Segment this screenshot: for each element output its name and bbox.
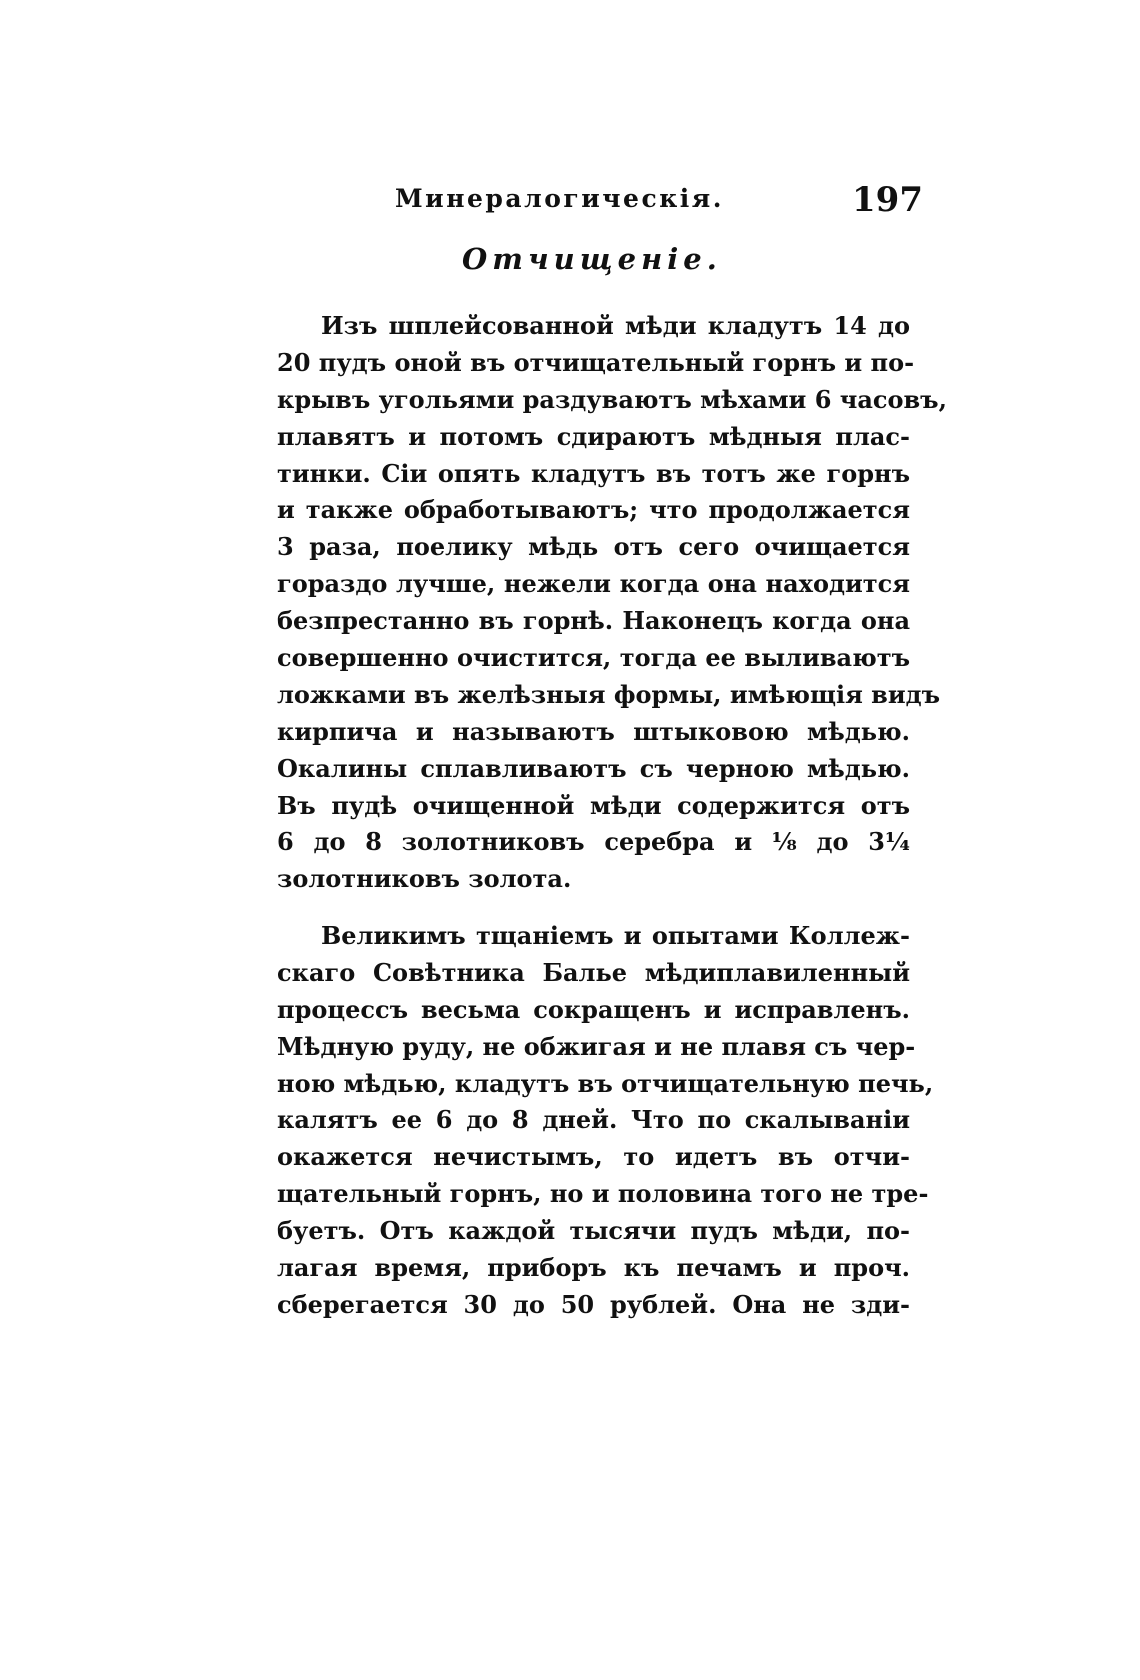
text-line: совершенно очистится, тогда ее выливаютъ — [277, 643, 910, 673]
text-line: Изъ шплейсованной мѣди кладутъ 14 до — [321, 311, 910, 340]
section-title: Отчищеніе. — [462, 242, 722, 276]
text-line: Въ пудѣ очищенной мѣди содержится отъ — [277, 790, 910, 820]
text-line: процессъ весьма сокращенъ и исправленъ. — [277, 994, 910, 1024]
text-line: 20 пудъ оной въ отчищательный горнъ и по- — [277, 347, 915, 377]
text-line: золотниковъ золота. — [277, 864, 572, 894]
text-line: ною мѣдью, кладутъ въ отчищательную печь, — [277, 1068, 934, 1098]
text-line: 3 раза, поелику мѣдь отъ сего очищается — [277, 532, 910, 562]
text-line: сберегается 30 до 50 рублей. Она не зди- — [277, 1289, 910, 1319]
text-line: плавятъ и потомъ сдираютъ мѣдныя плас- — [277, 421, 910, 451]
text-line: Окалины сплавливаютъ съ черною мѣдью. — [277, 753, 910, 783]
text-line: тинки. Сіи опять кладутъ въ тотъ же горнъ — [277, 458, 910, 488]
text-line: буетъ. Отъ каждой тысячи пудъ мѣди, по- — [277, 1216, 910, 1246]
page-number: 197 — [852, 180, 923, 220]
running-head: Минералогическія. — [395, 184, 724, 213]
text-line: 6 до 8 золотниковъ серебра и ⅛ до 3¼ — [277, 827, 910, 857]
text-line: безпрестанно въ горнѣ. Наконецъ когда она — [277, 606, 910, 636]
text-line: окажется нечистымъ, то идетъ въ отчи- — [277, 1142, 910, 1172]
paragraph-1 — [277, 308, 947, 898]
paragraph-2 — [277, 918, 934, 1324]
text-line: калятъ ее 6 до 8 дней. Что по скалываніи — [277, 1105, 910, 1135]
text-line: и также обработываютъ; что продолжается — [277, 495, 910, 525]
text-line: гораздо лучше, нежели когда она находится — [277, 569, 910, 599]
text-line: лагая время, приборъ къ печамъ и проч. — [277, 1253, 910, 1283]
text-line: щательный горнъ, но и половина того не тре- — [277, 1179, 929, 1209]
text-line: ложками въ желѣзныя формы, имѣющія видъ — [277, 679, 941, 709]
text-line: скаго Совѣтника Балье мѣдиплавиленный — [277, 957, 910, 987]
text-line: Мѣдную руду, не обжигая и не плавя съ чер- — [277, 1031, 916, 1061]
text-line: Великимъ тщаніемъ и опытами Коллеж- — [321, 921, 910, 950]
text-line: крывъ угольями раздуваютъ мѣхами 6 часовъ, — [277, 384, 947, 414]
text-line: кирпича и называютъ штыковою мѣдью. — [277, 716, 910, 746]
